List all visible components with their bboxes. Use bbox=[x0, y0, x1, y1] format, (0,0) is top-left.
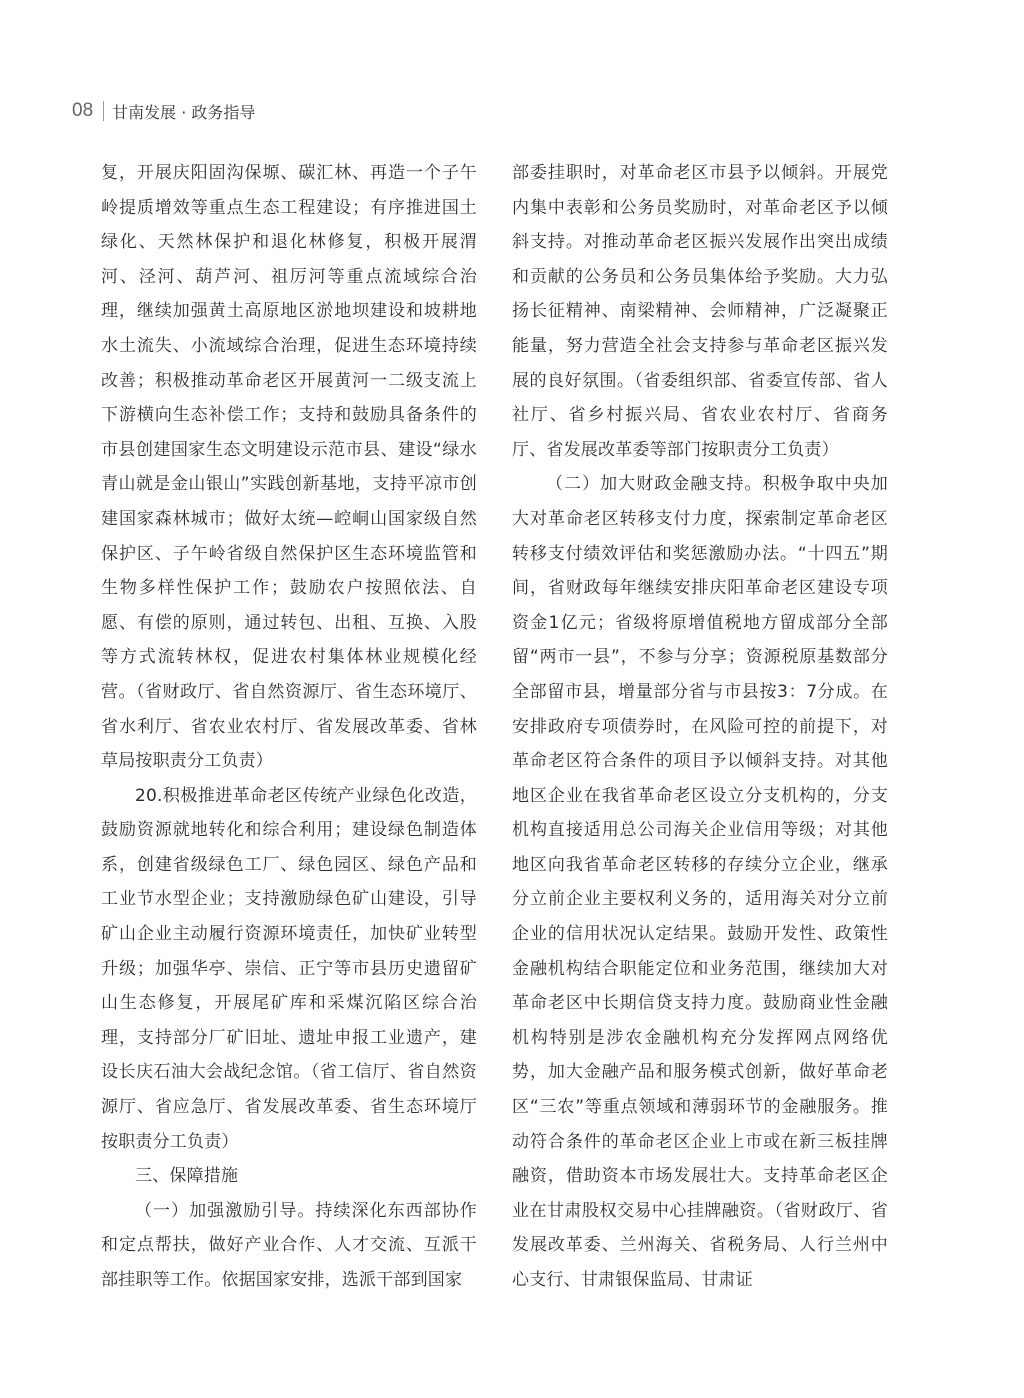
left-paragraph-3: （一）加强激励引导。持续深化东西部协作和定点帮扶，做好产业合作、人才交流、互派干部挂职等工作。依据国家安排，选派干部到国家 bbox=[101, 1200, 477, 1290]
right-paragraph-2: （二）加大财政金融支持。积极争取中央加大对革命老区转移支付力度，探索制定革命老区转移支付绩效评估和奖惩激励办法。“十四五”期间，省财政每年继续安排庆阳革命老区建设专项资金1亿元；省级将原增值税地方留成部分全部留“两市一县”，不参与分享；资源税原基数部分全部留市县，增量部分省与市县按3：7分成。在安排政府专项债券时，在风险可控的前提下，对革命老区符合条件的项目予以倾斜支持。对其他地区企业在我省革命老区设立分支机构的，分支机构直接适用总公司海关企业信用等级；对其他地区向我省革命老区转移的存续分立企业，继承分立前企业主要权利义务的，适用海关对分立前企业的信用状况认定结果。鼓励开发性、政策性金融机构结合职能定位和业务范围，继续加大对革命老区中长期信贷支持力度。鼓励商业性金融机构特别是涉农金融机构充分发挥网点网络优势，加大金融产品和服务模式创新，做好革命老区“三农”等重点领域和薄弱环节的金融服务。推动符合条件的革命老区企业上市或在新三板挂牌融资，借助资本市场发展壮大。支持革命老区企业在甘肃股权交易中心挂牌融资。（省财政厅、省发展改革委、兰州海关、省税务局、人行兰州中心支行、甘肃银保监局、甘肃证 bbox=[512, 474, 888, 1290]
right-paragraph-1: 部委挂职时，对革命老区市县予以倾斜。开展党内集中表彰和公务员奖励时，对革命老区予以倾斜支持。对推动革命老区振兴发展作出突出成绩和贡献的公务员和公务员集体给予奖励。大力弘扬长征精神、南梁精神、会师精神，广泛凝聚正能量，努力营造全社会支持参与革命老区振兴发展的良好氛围。（省委组织部、省委宣传部、省人社厅、省乡村振兴局、省农业农村厅、省商务厅、省发展改革委等部门按职责分工负责） bbox=[512, 163, 888, 460]
header-divider bbox=[103, 101, 104, 121]
right-column bbox=[512, 156, 888, 1298]
section-heading: 三、保障措施 bbox=[135, 1166, 239, 1187]
magazine-title: 甘南发展 · 政务指导 bbox=[112, 102, 256, 122]
left-paragraph-1: 复，开展庆阳固沟保塬、碳汇林、再造一个子午岭提质增效等重点生态工程建设；有序推进国土绿化、天然林保护和退化林修复，积极开展渭河、泾河、葫芦河、祖厉河等重点流域综合治理，继续加强黄土高原地区淤地坝建设和坡耕地水土流失、小流域综合治理，促进生态环境持续改善；积极推动革命老区开展黄河一二级支流上下游横向生态补偿工作；支持和鼓励具备条件的市县创建国家生态文明建设示范市县、建设“绿水青山就是金山银山”实践创新基地，支持平凉市创建国家森林城市；做好太统—崆峒山国家级自然保护区、子午岭省级自然保护区生态环境监管和生物多样性保护工作；鼓励农户按照依法、自愿、有偿的原则，通过转包、出租、互换、入股等方式流转林权，促进农村集体林业规模化经营。（省财政厅、省自然资源厅、省生态环境厅、省水利厅、省农业农村厅、省发展改革委、省林草局按职责分工负责） bbox=[101, 163, 477, 772]
left-column bbox=[101, 156, 477, 1298]
page-number: 08 bbox=[72, 100, 94, 121]
page-header bbox=[72, 98, 255, 124]
left-paragraph-2: 20.积极推进革命老区传统产业绿色化改造，鼓励资源就地转化和综合利用；建设绿色制造体系，创建省级绿色工厂、绿色园区、绿色产品和工业节水型企业；支持激励绿色矿山建设，引导矿山企业主动履行资源环境责任，加快矿业转型升级；加强华亭、崇信、正宁等市县历史遗留矿山生态修复，开展尾矿库和采煤沉陷区综合治理，支持部分厂矿旧址、遗址申报工业遗产，建设长庆石油大会战纪念馆。（省工信厅、省自然资源厅、省应急厅、省发展改革委、省生态环境厅按职责分工负责） bbox=[101, 785, 477, 1152]
